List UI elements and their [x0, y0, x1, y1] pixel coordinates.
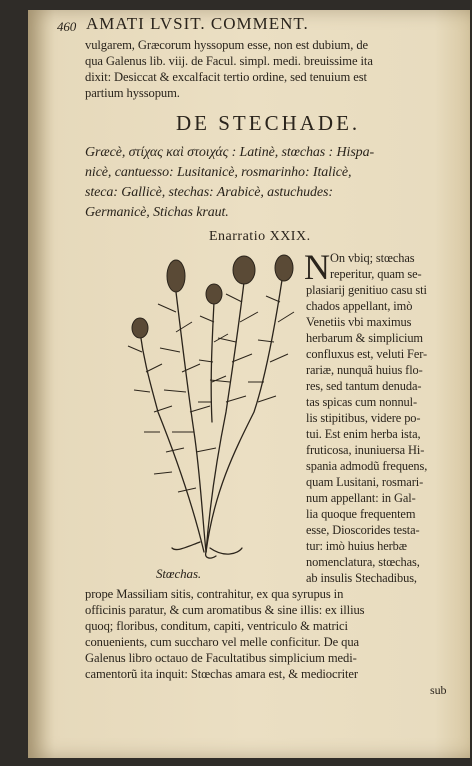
text-line: dixit: Desiccat & excalfacit tertio ordine, sed tenuium est	[85, 70, 367, 84]
text-line: Venetiis vbi maximus	[306, 315, 412, 329]
text-line: lis stipitibus, videre po-	[306, 411, 421, 425]
text-line: lia quoque frequentem	[306, 507, 416, 521]
text-line: qua Galenus lib. viij. de Facul. simpl. medi. breuissime ita	[85, 54, 373, 68]
text-line: Galenus libro octauo de Facultatibus simplicium medi-	[85, 651, 357, 665]
text-line: rariæ, nunquã huius flo-	[306, 363, 423, 377]
running-head: AMATI LVSIT. COMMENT.	[86, 14, 309, 33]
text-line: plasiarij genitiuo casu sti	[306, 283, 427, 297]
text-line: officinis paratur, & cum aromatibus & sine illis: ex illius	[85, 603, 365, 617]
page-number: 460	[57, 19, 77, 34]
text-line: partium hyssopum.	[85, 86, 180, 100]
text-line: Germanicè, Stichas kraut.	[85, 205, 229, 220]
text-line: esse, Dioscorides testa-	[306, 523, 420, 537]
text-line: res, sed tantum denuda-	[306, 379, 422, 393]
text-line: tui. Est enim herba ista,	[306, 427, 421, 441]
text-line: conuenients, cum succharo vel melle conficitur. De qua	[85, 635, 360, 649]
text-line: quam Lusitani, rosmari-	[306, 475, 424, 489]
drop-cap: N	[304, 247, 330, 287]
text-line: spania admodũ frequens,	[306, 459, 428, 473]
text-line: num appellant: in Gal-	[306, 491, 416, 505]
text-line: ab insulis Stechadibus,	[306, 571, 417, 585]
text-line: camentorũ ita inquit: Stœchas amara est, & mediocriter	[85, 667, 358, 681]
stoechas-plant-illustration	[114, 252, 304, 562]
text-line: quoq; floribus, conditum, capiti, ventriculo & matrici	[85, 619, 348, 633]
catchword: sub	[430, 683, 447, 697]
figure-caption: Stœchas.	[156, 566, 202, 581]
text-line: prope Massiliam sitis, contrahitur, ex qua syrupus in	[85, 587, 344, 601]
text-line: Græcè, στίχας καὶ στοιχάς : Latinè, stœchas : Hispa-	[85, 145, 375, 160]
text-line: nicè, cantuesso: Lusitanicè, rosmarinho: Italicè,	[85, 165, 352, 180]
enarratio-heading: Enarratio XXIX.	[209, 229, 311, 244]
text-line: tur: imò huius herbæ	[306, 539, 407, 553]
text-line: steca: Gallicè, stechas: Arabicè, astuchudes:	[85, 185, 333, 200]
text-line: fruticosa, inuniuersa Hi-	[306, 443, 425, 457]
text-line: nomenclatura, stœchas,	[306, 555, 420, 569]
text-line: tas spicas cum nonnul-	[306, 395, 418, 409]
text-line: herbarum & simplicium	[306, 331, 423, 345]
section-title: DE STECHADE.	[176, 111, 361, 135]
text-line: chados appellant, imò	[306, 299, 413, 313]
text-line: confluxus est, veluti Fer-	[306, 347, 428, 361]
text-line: vulgarem, Græcorum hyssopum esse, non est dubium, de	[85, 38, 369, 52]
text-line: On vbiq; stœchas	[330, 251, 415, 265]
text-line: reperitur, quam se-	[330, 267, 422, 281]
